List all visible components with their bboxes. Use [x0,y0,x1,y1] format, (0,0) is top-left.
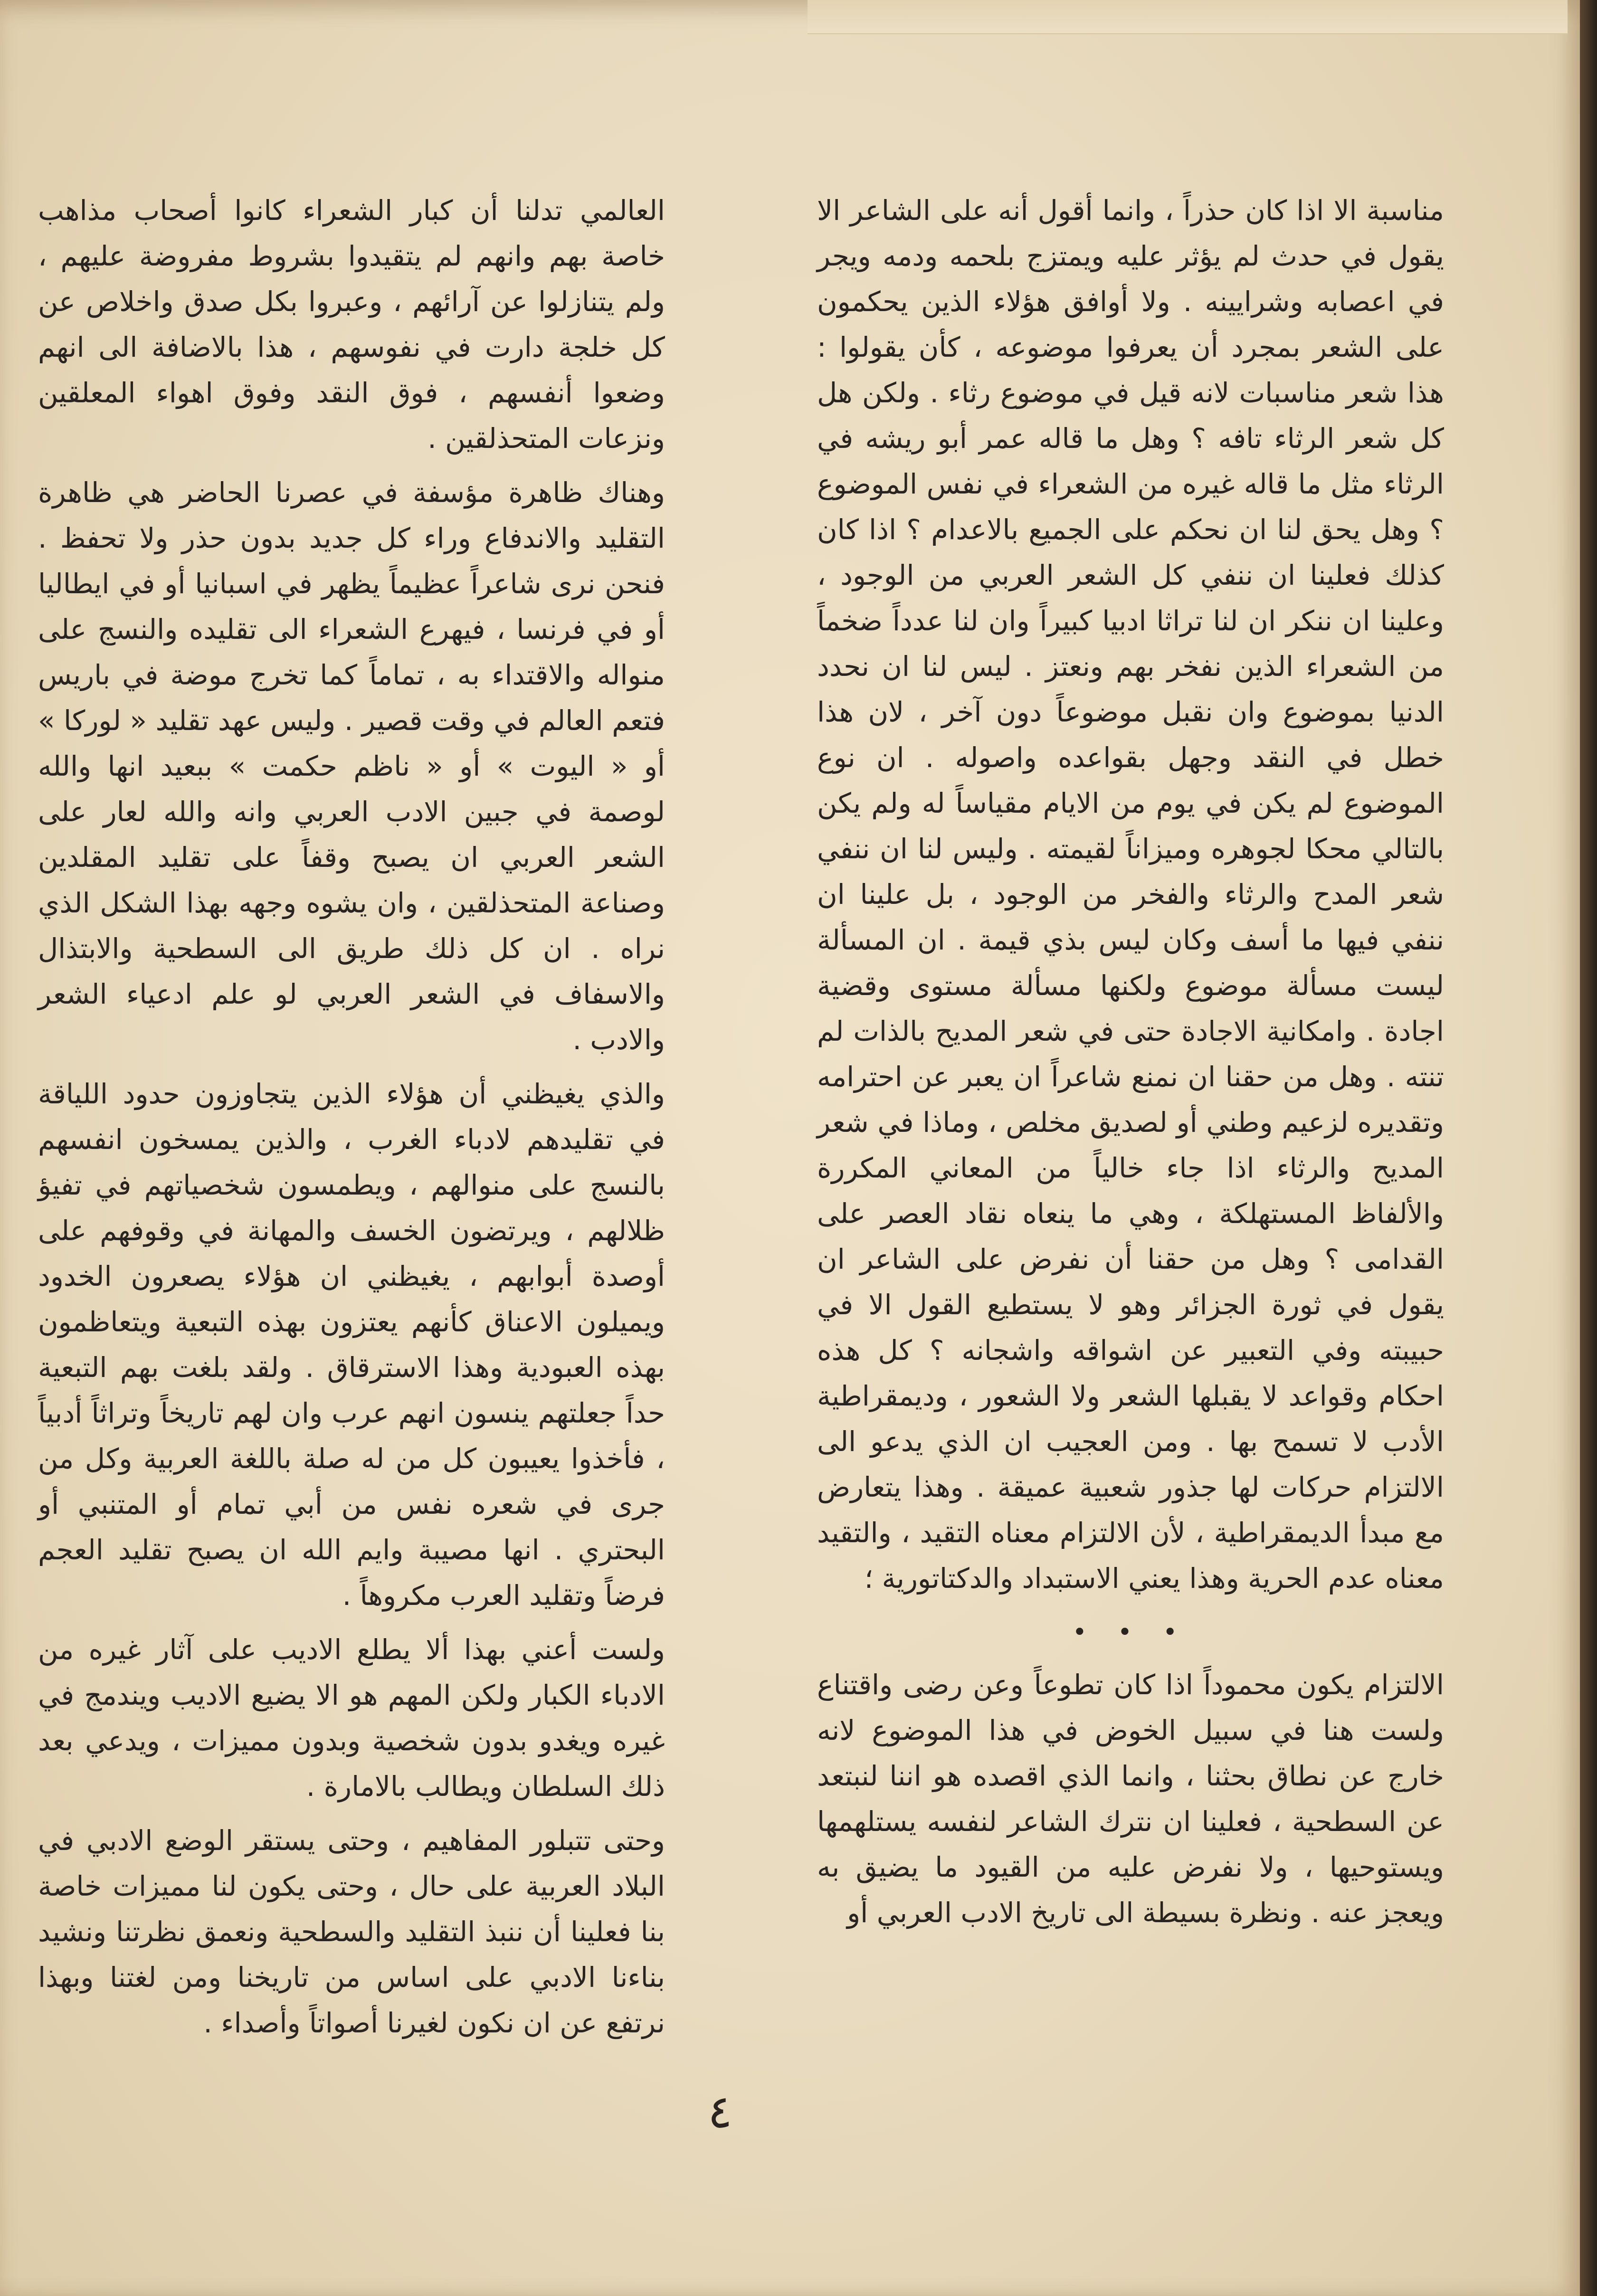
page-number: ٤ [708,2085,732,2138]
binding-edge [1580,0,1597,2296]
article-paragraph: العالمي تدلنا أن كبار الشعراء كانوا أصحاب مذاهب خاصة بهم وانهم لم يتقيدوا بشروط مفروضة عليهم ، ولم يتنازلوا عن آرائهم ، وعبروا بكل صدق واخلاص عن كل خلجة دارت في نفوسهم ، هذا بالاضافة الى انهم وضعوا أنفسهم ، فوق النقد وفوق اهواء المعلقين ونزعات المتحذلقين . [38,194,665,455]
article-paragraph: الالتزام يكون محموداً اذا كان تطوعاً وعن رضى واقتناع ولست هنا في سبيل الخوض في هذا الموضوع لانه خارج عن نطاق بحثنا ، وانما الذي اقصده هو اننا لنبتعد عن السطحية ، فعلينا ان نترك الشاعر لنفسه يستلهمها ويستوحيها ، ولا نفرض عليه من القيود ما يضيق به ويعجز عنه . ونظرة بسيطة الى تاريخ الادب العربي أو [817,1669,1444,1929]
article-paragraph: مناسبة الا اذا كان حذراً ، وانما أقول أنه على الشاعر الا يقول في حدث لم يؤثر عليه ويمتزج بلحمه ودمه ويجر في اعصابه وشرايينه . ولا أوافق هؤلاء الذين يحكمون على الشعر بمجرد أن يعرفوا موضوعه ، كأن يقولوا : هذا شعر مناسبات لانه قيل في موضوع رثاء . ولكن هل كل شعر الرثاء تافه ؟ وهل ما قاله عمر أبو ريشه في الرثاء مثل ما قاله غيره من الشعراء في نفس الموضوع ؟ وهل يحق لنا ان نحكم على الجميع بالاعدام ؟ اذا كان كذلك فعلينا ان ننفي كل الشعر العربي من الوجود ، وعلينا ان ننكر ان لنا تراثا ادبيا كبيراً وان لنا عدداً ضخماً من الشعراء الذين نفخر بهم ونعتز . ليس لنا ان نحدد الدنيا بموضوع وان نقبل موضوعاً دون آخر ، لان هذا خطل في النقد وجهل بقواعده واصوله . ان نوع الموضوع لم يكن في يوم من الايام مقياساً له ولم يكن بالتالي محكا لجوهره وميزاناً لقيمته . وليس لنا ان ننفي شعر المدح والرثاء والفخر من الوجود ، بل علينا ان ننفي فيها ما أسف وكان ليس بذي قيمة . ان المسألة ليست مسألة موضوع ولكنها مسألة مستوى وقضية اجادة . وامكانية الاجادة حتى في شعر المديح بالذات لم تنته . وهل من حقنا ان نمنع شاعراً ان يعبر عن احترامه وتقديره لزعيم وطني أو لصديق مخلص ، وماذا في شعر المديح والرثاء اذا جاء خالياً من المعاني المكررة والألفاظ المستهلكة ، وهي ما ينعاه نقاد العصر على القدامى ؟ وهل من حقنا أن نفرض على الشاعر ان يقول في ثورة الجزائر وهو لا يستطيع القول الا في حبيبته وفي التعبير عن اشواقه واشجانه ؟ كل هذه احكام وقواعد لا يقبلها الشعر ولا الشعور ، وديمقراطية الأدب لا تسمح بها . ومن العجيب ان الذي يدعو الى الالتزام حركات لها جذور شعبية عميقة . وهذا يتعارض مع مبدأ الديمقراطية ، لأن الالتزام معناه التقيد ، والتقيد معناه عدم الحرية وهذا يعني الاستبداد والدكتاتورية ؛ [817,194,1444,1594]
left-text-column [38,188,665,2054]
article-paragraph: ولست أعني بهذا ألا يطلع الاديب على آثار غيره من الادباء الكبار ولكن المهم هو الا يضيع الاديب ويندمج في غيره ويغدو بدون شخصية وبدون مميزات ، ويدعي بعد ذلك السلطان ويطالب بالامارة . [38,1633,665,1803]
section-separator: • • • [1072,1618,1189,1647]
article-paragraph: وحتى تتبلور المفاهيم ، وحتى يستقر الوضع الادبي في البلاد العربية على حال ، وحتى يكون لنا مميزات خاصة بنا فعلينا أن ننبذ التقليد والسطحية ونعمق نظرتنا ونشيد بناءنا الادبي على اساس من تاريخنا ومن لغتنا وبهذا نرتفع عن ان نكون لغيرنا أصواتاً وأصداء . [38,1824,665,2039]
article-paragraph: وهناك ظاهرة مؤسفة في عصرنا الحاضر هي ظاهرة التقليد والاندفاع وراء كل جديد بدون حذر ولا تحفظ . فنحن نرى شاعراً عظيماً يظهر في اسبانيا أو في ايطاليا أو في فرنسا ، فيهرع الشعراء الى تقليده والنسج على منواله والاقتداء به ، تماماً كما تخرج موضة في باريس فتعم العالم في وقت قصير . وليس عهد تقليد « لوركا » أو « اليوت » أو « ناظم حكمت » ببعيد انها والله لوصمة في جبين الادب العربي وانه والله لعار على الشعر العربي ان يصبح وقفاً على تقليد المقلدين وصناعة المتحذلقين ، وان يشوه وجهه بهذا الشكل الذي نراه . ان كل ذلك طريق الى السطحية والابتذال والاسفاف في الشعر العربي لو علم ادعياء الشعر والادب . [38,476,665,1056]
article-paragraph: والذي يغيظني أن هؤلاء الذين يتجاوزون حدود اللياقة في تقليدهم لادباء الغرب ، والذين يمسخون انفسهم بالنسج على منوالهم ، ويطمسون شخصياتهم في تفيؤ ظلالهم ، ويرتضون الخسف والمهانة في وقوفهم على أوصدة أبوابهم ، يغيظني ان هؤلاء يصعرون الخدود ويميلون الاعناق كأنهم يعتزون بهذه التبعية ويتعاظمون بهذه العبودية وهذا الاسترقاق . ولقد بلغت بهم التبعية حداً جعلتهم ينسون انهم عرب وان لهم تاريخاً وتراثاً أدبياً ، فأخذوا يعيبون كل من له صلة باللغة العربية وكل من جرى في شعره نفس من أبي تمام أو المتنبي أو البحتري . انها مصيبة وايم الله ان يصبح تقليد العجم فرضاً وتقليد العرب مكروهاً . [38,1078,665,1612]
page-top-fold [808,0,1568,34]
right-text-column [817,188,1444,1944]
